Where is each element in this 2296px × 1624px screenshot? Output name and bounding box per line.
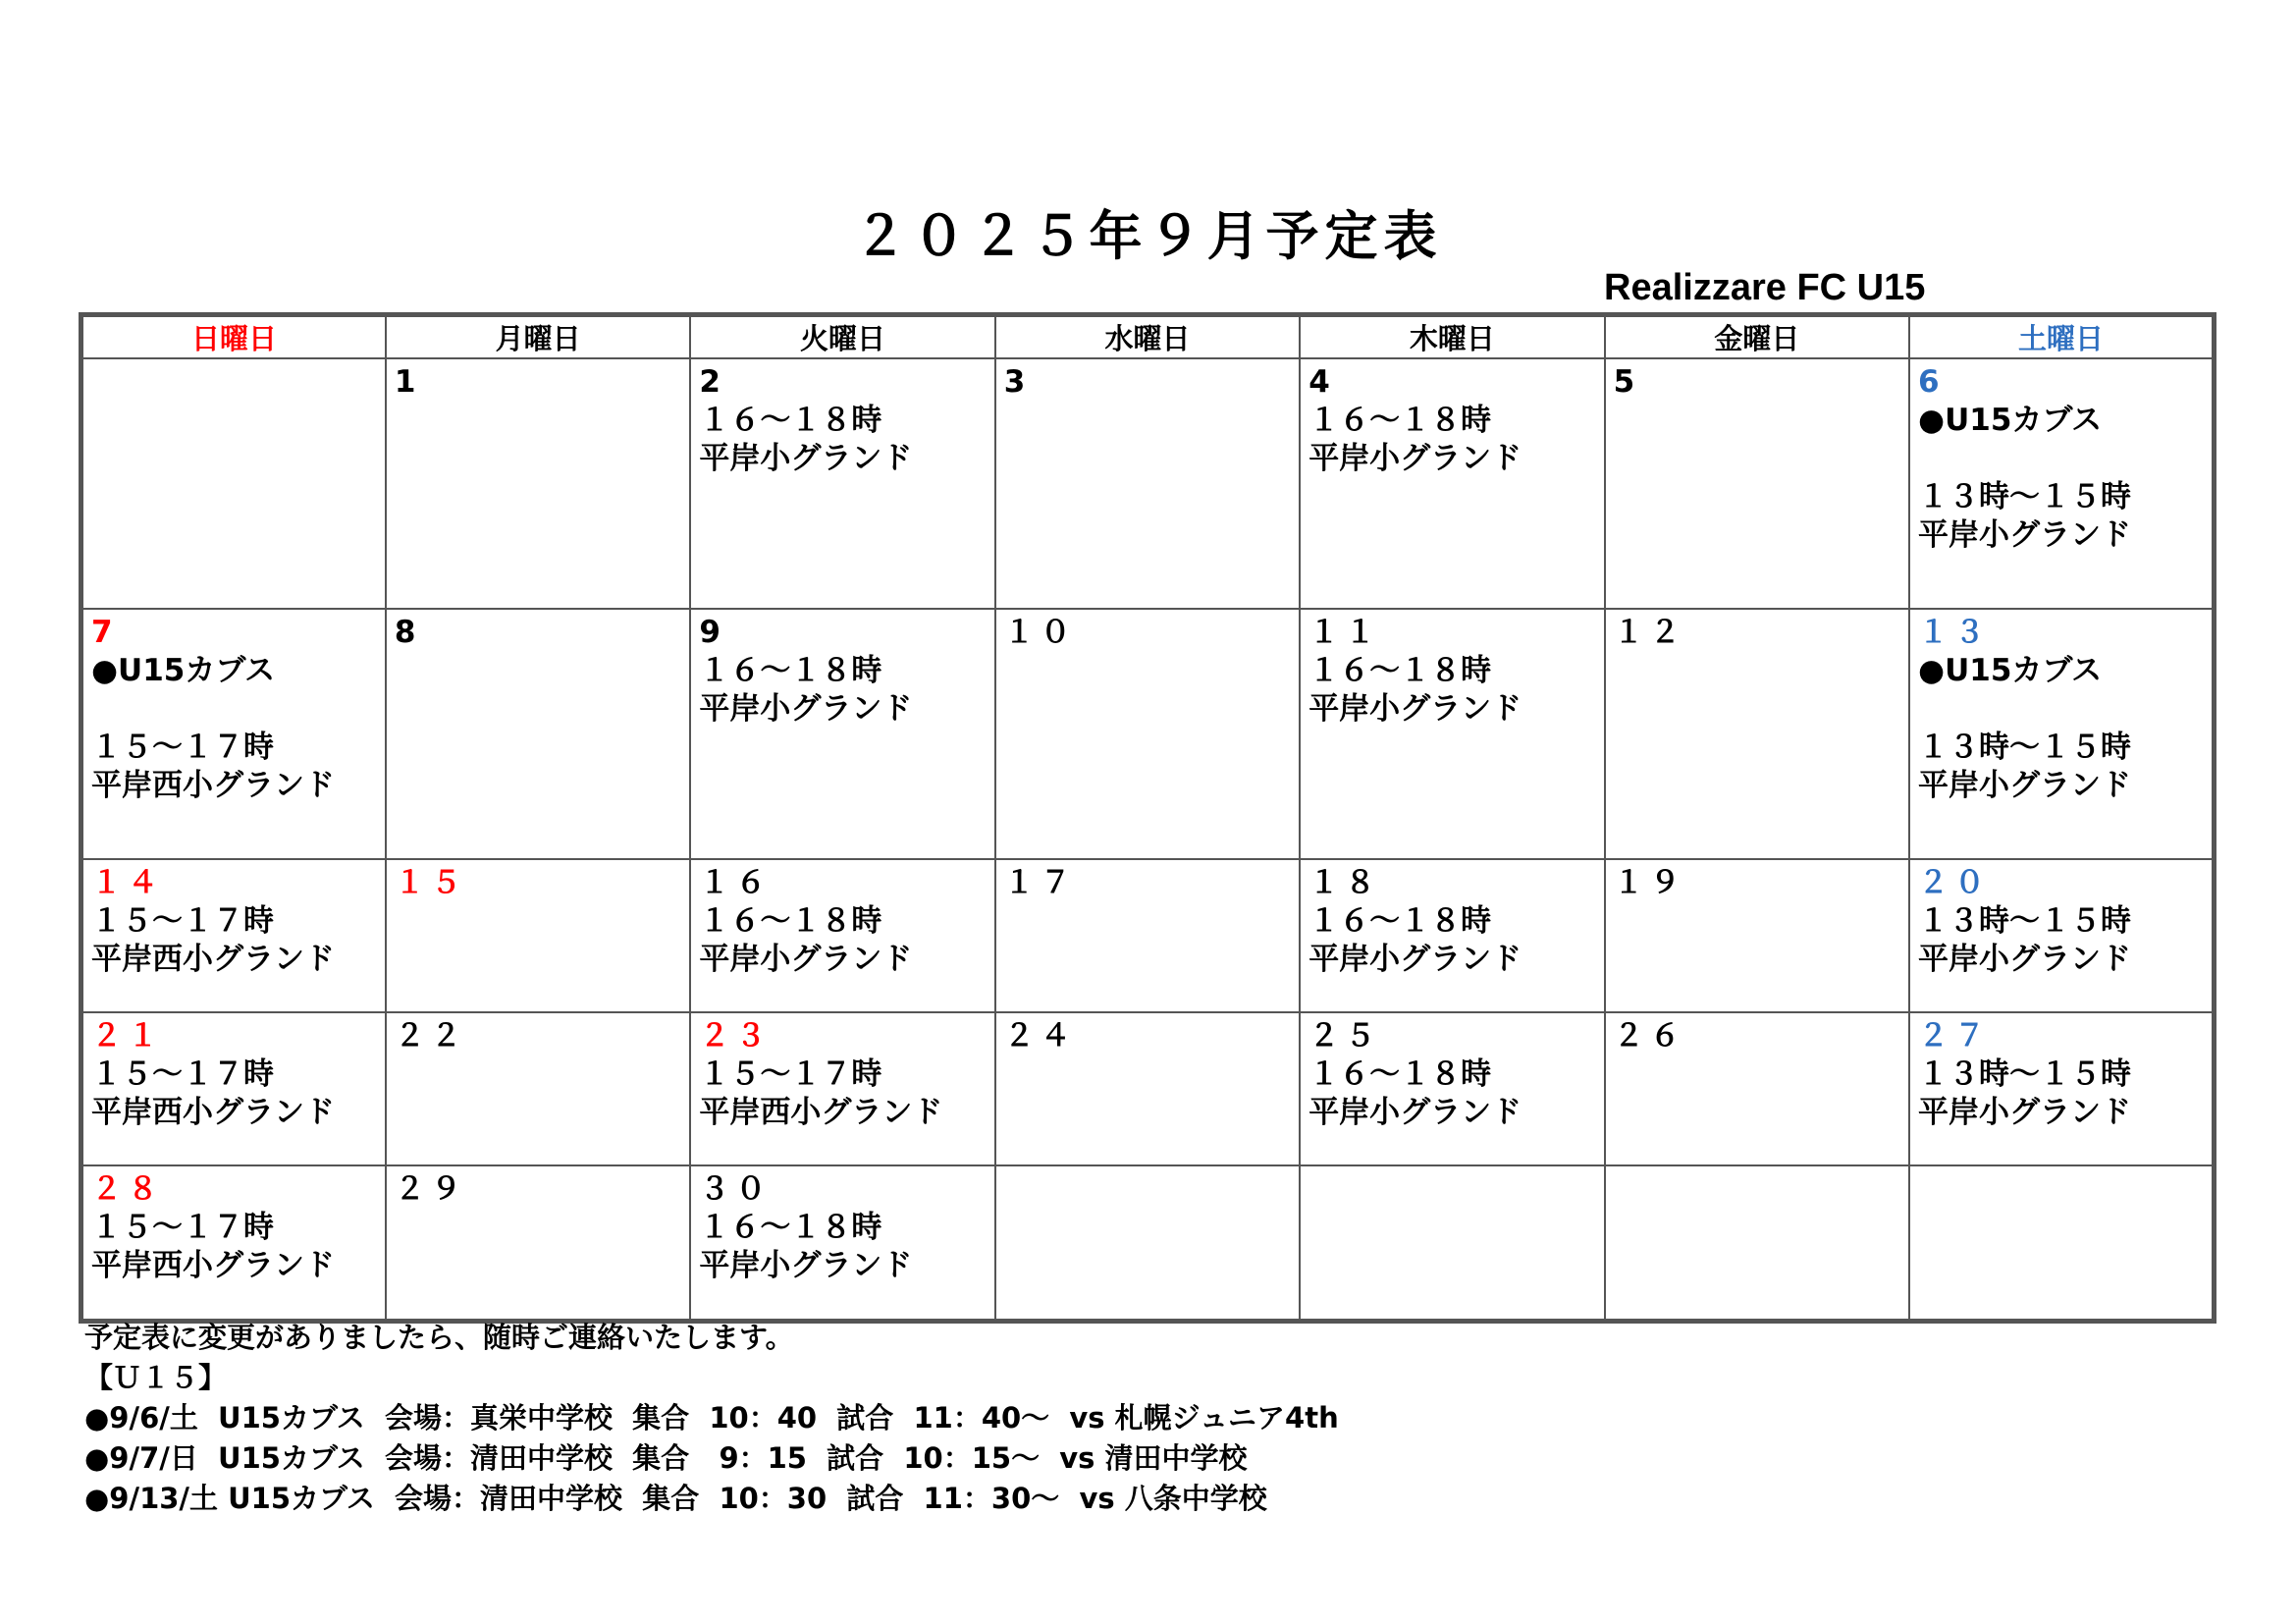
- event-line: １３時～１５時: [1918, 479, 2132, 514]
- event-line: １３時～１５時: [1918, 1056, 2132, 1093]
- line-spacer: [1918, 440, 2212, 478]
- note-line: 予定表に変更がありましたら、随時ご連絡いたします。: [84, 1321, 794, 1354]
- calendar-day-cell: [1605, 358, 1909, 609]
- calendar-day-cell: [81, 1012, 386, 1165]
- day-number: ３０: [699, 1171, 773, 1208]
- calendar-day-cell: [995, 609, 1300, 859]
- calendar-empty-cell: [1605, 1165, 1909, 1321]
- event-line: 平岸小グランド: [1308, 1095, 1522, 1131]
- calendar-week-row: [81, 609, 2215, 859]
- day-number: １８: [1308, 865, 1382, 901]
- event-line: １６～１８時: [1308, 403, 1492, 438]
- day-number: １９: [1613, 865, 1686, 901]
- calendar-empty-cell: [1909, 1165, 2214, 1321]
- event-line: １３時～１５時: [1918, 903, 2132, 940]
- event-line: １５～１７時: [91, 1056, 274, 1093]
- day-number: 2: [699, 364, 726, 400]
- event-line: １５～１７時: [699, 1056, 882, 1093]
- calendar-day-cell: [1605, 1012, 1909, 1165]
- calendar-day-cell: [386, 1012, 690, 1165]
- calendar-day-cell: [690, 1165, 994, 1321]
- note-line: ●9/6/土 U15カブス 会場：真栄中学校 集合 10：40 試合 11：40～ vs 札幌ジュニア4th: [84, 1401, 1339, 1435]
- team-name: Realizzare FC U15: [1604, 267, 1926, 308]
- day-number: 3: [1003, 364, 1032, 400]
- weekday-header-tuesday: 火曜日: [690, 315, 994, 359]
- line-spacer: [91, 690, 385, 729]
- event-line: １５～１７時: [91, 903, 274, 940]
- weekday-header-friday: 金曜日: [1605, 315, 1909, 359]
- day-number: ２２: [394, 1018, 467, 1055]
- event-line: 平岸小グランド: [1918, 942, 2132, 978]
- event-line: 平岸小グランド: [699, 1248, 913, 1284]
- event-line: ●U15カブス: [91, 653, 276, 689]
- weekday-header-monday: 月曜日: [386, 315, 690, 359]
- note-line: 【Ｕ１５】: [84, 1361, 228, 1394]
- calendar-empty-cell: [1300, 1165, 1604, 1321]
- calendar-day-cell: [995, 859, 1300, 1012]
- day-number: ２７: [1918, 1018, 1992, 1055]
- note-line: ●9/13/土 U15カブス 会場：清田中学校 集合 10：30 試合 11：30～ vs 八条中学校: [84, 1482, 1267, 1515]
- event-line: 平岸小グランド: [1918, 517, 2132, 553]
- calendar-day-cell: [1909, 859, 2214, 1012]
- event-line: １６～１８時: [699, 653, 882, 689]
- calendar-day-cell: [1300, 358, 1604, 609]
- calendar-day-cell: [81, 609, 386, 859]
- day-number: ２３: [699, 1018, 773, 1055]
- event-line: 平岸小グランド: [1918, 1095, 2132, 1131]
- calendar-empty-cell: [995, 1165, 1300, 1321]
- calendar-day-cell: [1300, 859, 1604, 1012]
- notes: [84, 1318, 1339, 1519]
- calendar-day-cell: [386, 609, 690, 859]
- line-spacer: [1918, 690, 2212, 729]
- event-line: １５～１７時: [91, 1210, 274, 1246]
- calendar-day-cell: [1909, 609, 2214, 859]
- day-number: 9: [699, 615, 726, 651]
- day-number: 1: [394, 364, 422, 400]
- day-number: ２０: [1918, 865, 1992, 901]
- day-number: １６: [699, 865, 773, 901]
- weekday-header-row: [81, 315, 2215, 359]
- calendar-day-cell: [1605, 609, 1909, 859]
- calendar-day-cell: [1909, 1012, 2214, 1165]
- day-number: 8: [394, 615, 422, 651]
- calendar-week-row: [81, 358, 2215, 609]
- calendar-day-cell: [81, 1165, 386, 1321]
- day-number: ２８: [91, 1171, 164, 1208]
- calendar-day-cell: [386, 1165, 690, 1321]
- event-line: 平岸西小グランド: [699, 1095, 943, 1131]
- event-line: 平岸小グランド: [699, 441, 913, 476]
- calendar-empty-cell: [81, 358, 386, 609]
- event-line: １５～１７時: [91, 730, 274, 766]
- event-line: 平岸小グランド: [1308, 691, 1522, 728]
- event-line: 平岸西小グランド: [91, 768, 335, 804]
- calendar-week-row: [81, 1165, 2215, 1321]
- day-number: １２: [1613, 615, 1686, 651]
- day-number: １４: [91, 865, 164, 901]
- weekday-header-wednesday: 水曜日: [995, 315, 1300, 359]
- calendar-day-cell: [690, 609, 994, 859]
- day-number: １１: [1308, 615, 1382, 651]
- calendar-week-row: [81, 1012, 2215, 1165]
- day-number: １３: [1918, 615, 1992, 651]
- note-line: ●9/7/日 U15カブス 会場：清田中学校 集合 9：15 試合 10：15～ vs 清田中学校: [84, 1441, 1248, 1475]
- calendar-day-cell: [386, 859, 690, 1012]
- day-number: ２１: [91, 1018, 164, 1055]
- event-line: 平岸西小グランド: [91, 1248, 335, 1284]
- day-number: 6: [1918, 364, 1946, 400]
- event-line: 平岸小グランド: [1918, 768, 2132, 804]
- weekday-header-saturday: 土曜日: [1909, 315, 2214, 359]
- event-line: 平岸西小グランド: [91, 942, 335, 978]
- day-number: １０: [1003, 615, 1077, 651]
- event-line: ●U15カブス: [1918, 653, 2103, 689]
- calendar-table: [79, 312, 2216, 1324]
- calendar-day-cell: [690, 859, 994, 1012]
- weekday-header-sunday: 日曜日: [81, 315, 386, 359]
- event-line: １６～１８時: [1308, 1056, 1492, 1093]
- day-number: 7: [91, 615, 119, 651]
- day-number: ２６: [1613, 1018, 1686, 1055]
- calendar-day-cell: [690, 358, 994, 609]
- event-line: 平岸小グランド: [699, 942, 913, 978]
- event-line: 平岸小グランド: [699, 691, 913, 728]
- calendar-day-cell: [995, 358, 1300, 609]
- calendar-week-row: [81, 859, 2215, 1012]
- calendar-day-cell: [1300, 609, 1604, 859]
- calendar-day-cell: [386, 358, 690, 609]
- calendar-day-cell: [1909, 358, 2214, 609]
- calendar-day-cell: [1300, 1012, 1604, 1165]
- day-number: ２４: [1003, 1018, 1077, 1055]
- event-line: 平岸小グランド: [1308, 441, 1522, 476]
- day-number: ２５: [1308, 1018, 1382, 1055]
- day-number: 5: [1613, 364, 1641, 400]
- calendar-day-cell: [1605, 859, 1909, 1012]
- event-line: ●U15カブス: [1918, 403, 2103, 438]
- day-number: ２９: [394, 1171, 467, 1208]
- day-number: 4: [1308, 364, 1336, 400]
- event-line: １６～１８時: [1308, 903, 1492, 940]
- day-number: １７: [1003, 865, 1077, 901]
- weekday-header-thursday: 木曜日: [1300, 315, 1604, 359]
- event-line: １６～１８時: [699, 403, 882, 438]
- event-line: １６～１８時: [699, 1210, 882, 1246]
- event-line: 平岸西小グランド: [91, 1095, 335, 1131]
- calendar-day-cell: [690, 1012, 994, 1165]
- event-line: １６～１８時: [699, 903, 882, 940]
- event-line: 平岸小グランド: [1308, 942, 1522, 978]
- page-title: ２０２５年９月予定表: [853, 205, 1443, 267]
- calendar-day-cell: [81, 859, 386, 1012]
- event-line: １３時～１５時: [1918, 730, 2132, 766]
- day-number: １５: [394, 865, 467, 901]
- event-line: １６～１８時: [1308, 653, 1492, 689]
- calendar-day-cell: [995, 1012, 1300, 1165]
